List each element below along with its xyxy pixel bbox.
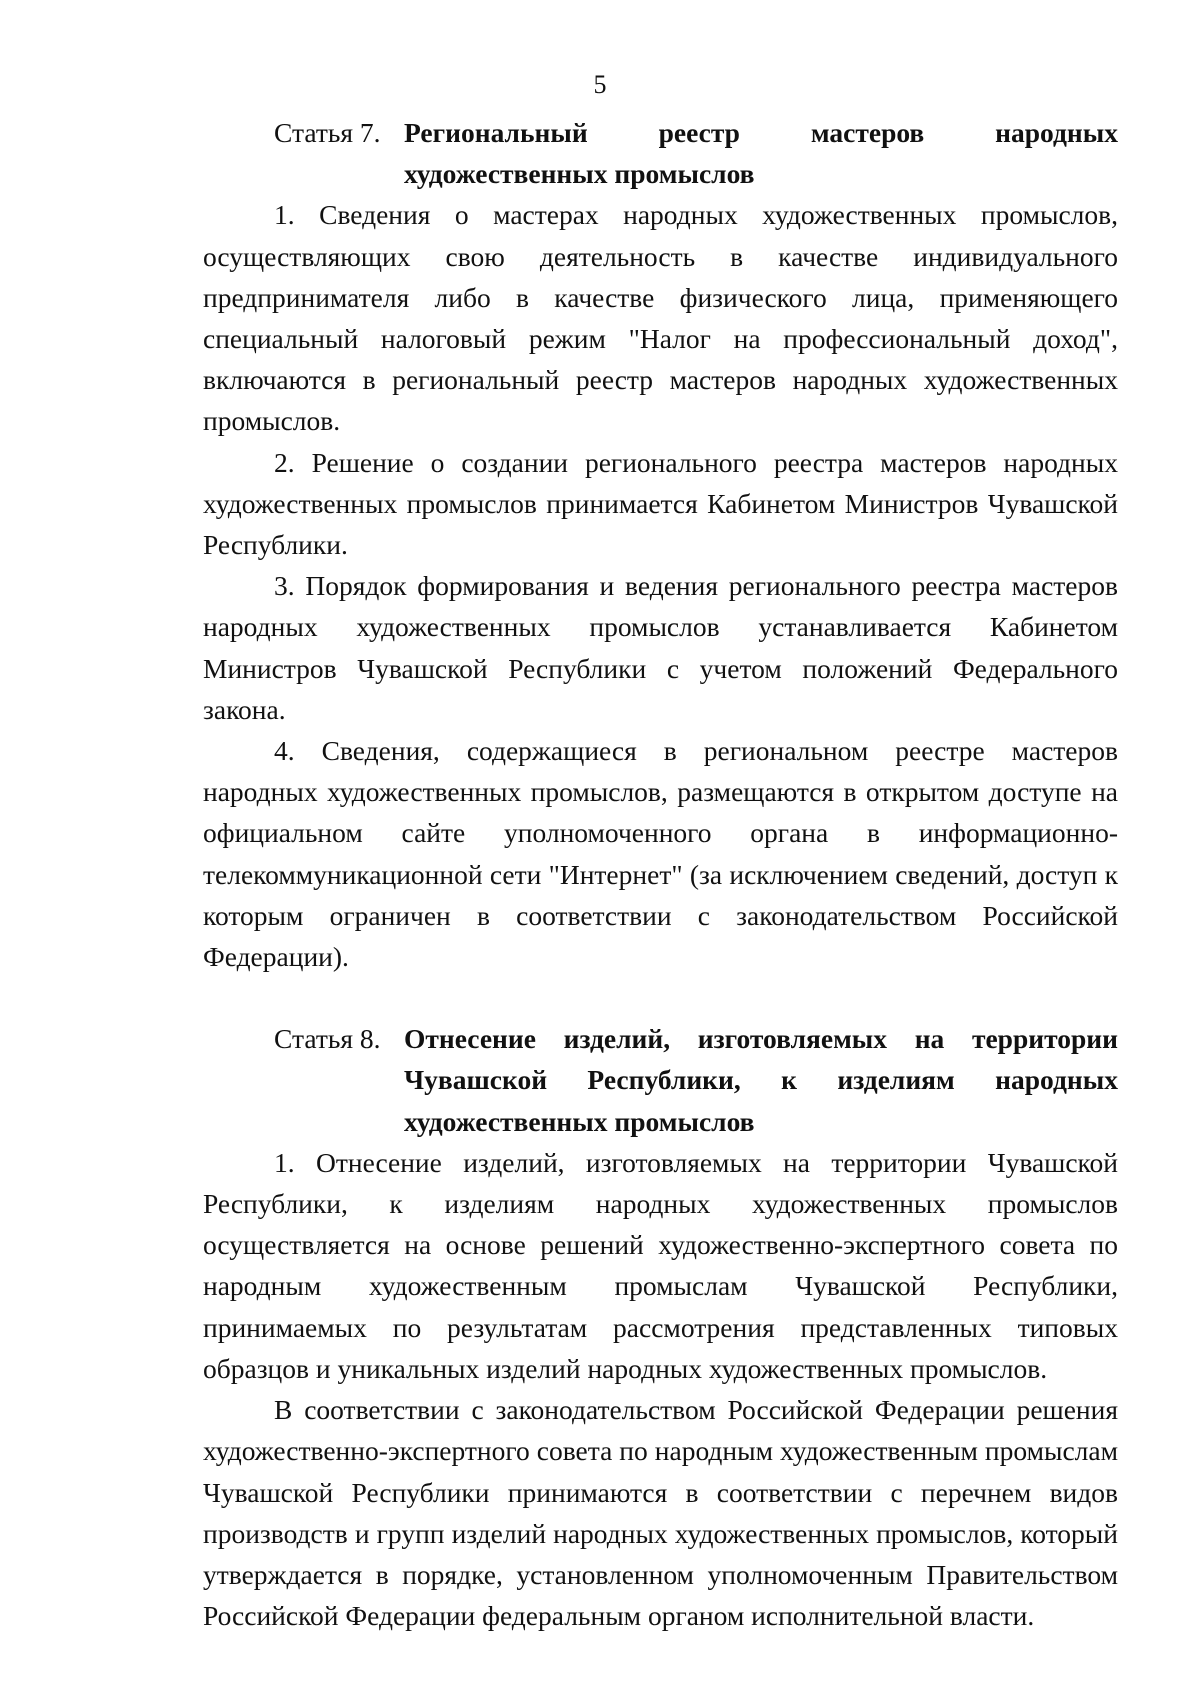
article-label: Статья 8. — [274, 1023, 381, 1055]
paragraph: 2. Решение о создании регионального реестра мастеров народных художественных промыслов принимается Кабинетом Министров Чувашской Республики. — [203, 446, 1118, 561]
paragraph: 1. Сведения о мастерах народных художественных промыслов, осуществляющих свою деятельность в качестве индивидуального предпринимателя либо в качестве физического лица, применяющего специальный налоговый режим "Налог на профессиональный доход", включаются в региональный реестр мастеров народных художественных промыслов. — [203, 199, 1118, 437]
article-heading — [203, 1018, 1118, 1142]
article-title: Отнесение изделий, изготовляемых на территории Чувашской Республики, к изделиям народных художественных промыслов — [404, 1023, 1118, 1137]
page-number: 5 — [593, 70, 607, 99]
article-label: Статья 7. — [274, 117, 381, 148]
document-body — [203, 112, 1118, 1636]
paragraph: 1. Отнесение изделий, изготовляемых на территории Чувашской Республики, к изделиям народных художественных промыслов осуществляется на основе решений художественно-экспертного совета по народным художественным промыслам Чувашской Республики, принимаемых по результатам рассмотрения представленных типовых образцов и уникальных изделий народных художественных промыслов. — [203, 1146, 1118, 1384]
article-7 — [203, 112, 1118, 977]
paragraph: В соответствии с законодательством Российской Федерации решения художественно-экспертного совета по народным художественным промыслам Чувашской Республики принимаются в соответствии с перечнем видов производств и групп изделий народных художественных промыслов, который утверждается в порядке, установленном уполномоченным Правительством Российской Федерации федеральным органом исполнительной власти. — [203, 1394, 1118, 1632]
article-title: Региональный реестр мастеров народных художественных промыслов — [404, 117, 1118, 190]
article-8 — [203, 1018, 1118, 1636]
paragraph: 3. Порядок формирования и ведения регионального реестра мастеров народных художественных промыслов устанавливается Кабинетом Министров Чувашской Республики с учетом положений Федерального закона. — [203, 570, 1118, 725]
article-heading — [203, 112, 1118, 194]
section-gap — [203, 977, 1118, 1018]
paragraph: 4. Сведения, содержащиеся в региональном реестре мастеров народных художественных промыслов, размещаются в открытом доступе на официальном сайте уполномоченного органа в информационно-телекоммуникационной сети "Интернет" (за исключением сведений, доступ к которым ограничен в соответствии с законодательством Российской Федерации). — [203, 735, 1118, 973]
